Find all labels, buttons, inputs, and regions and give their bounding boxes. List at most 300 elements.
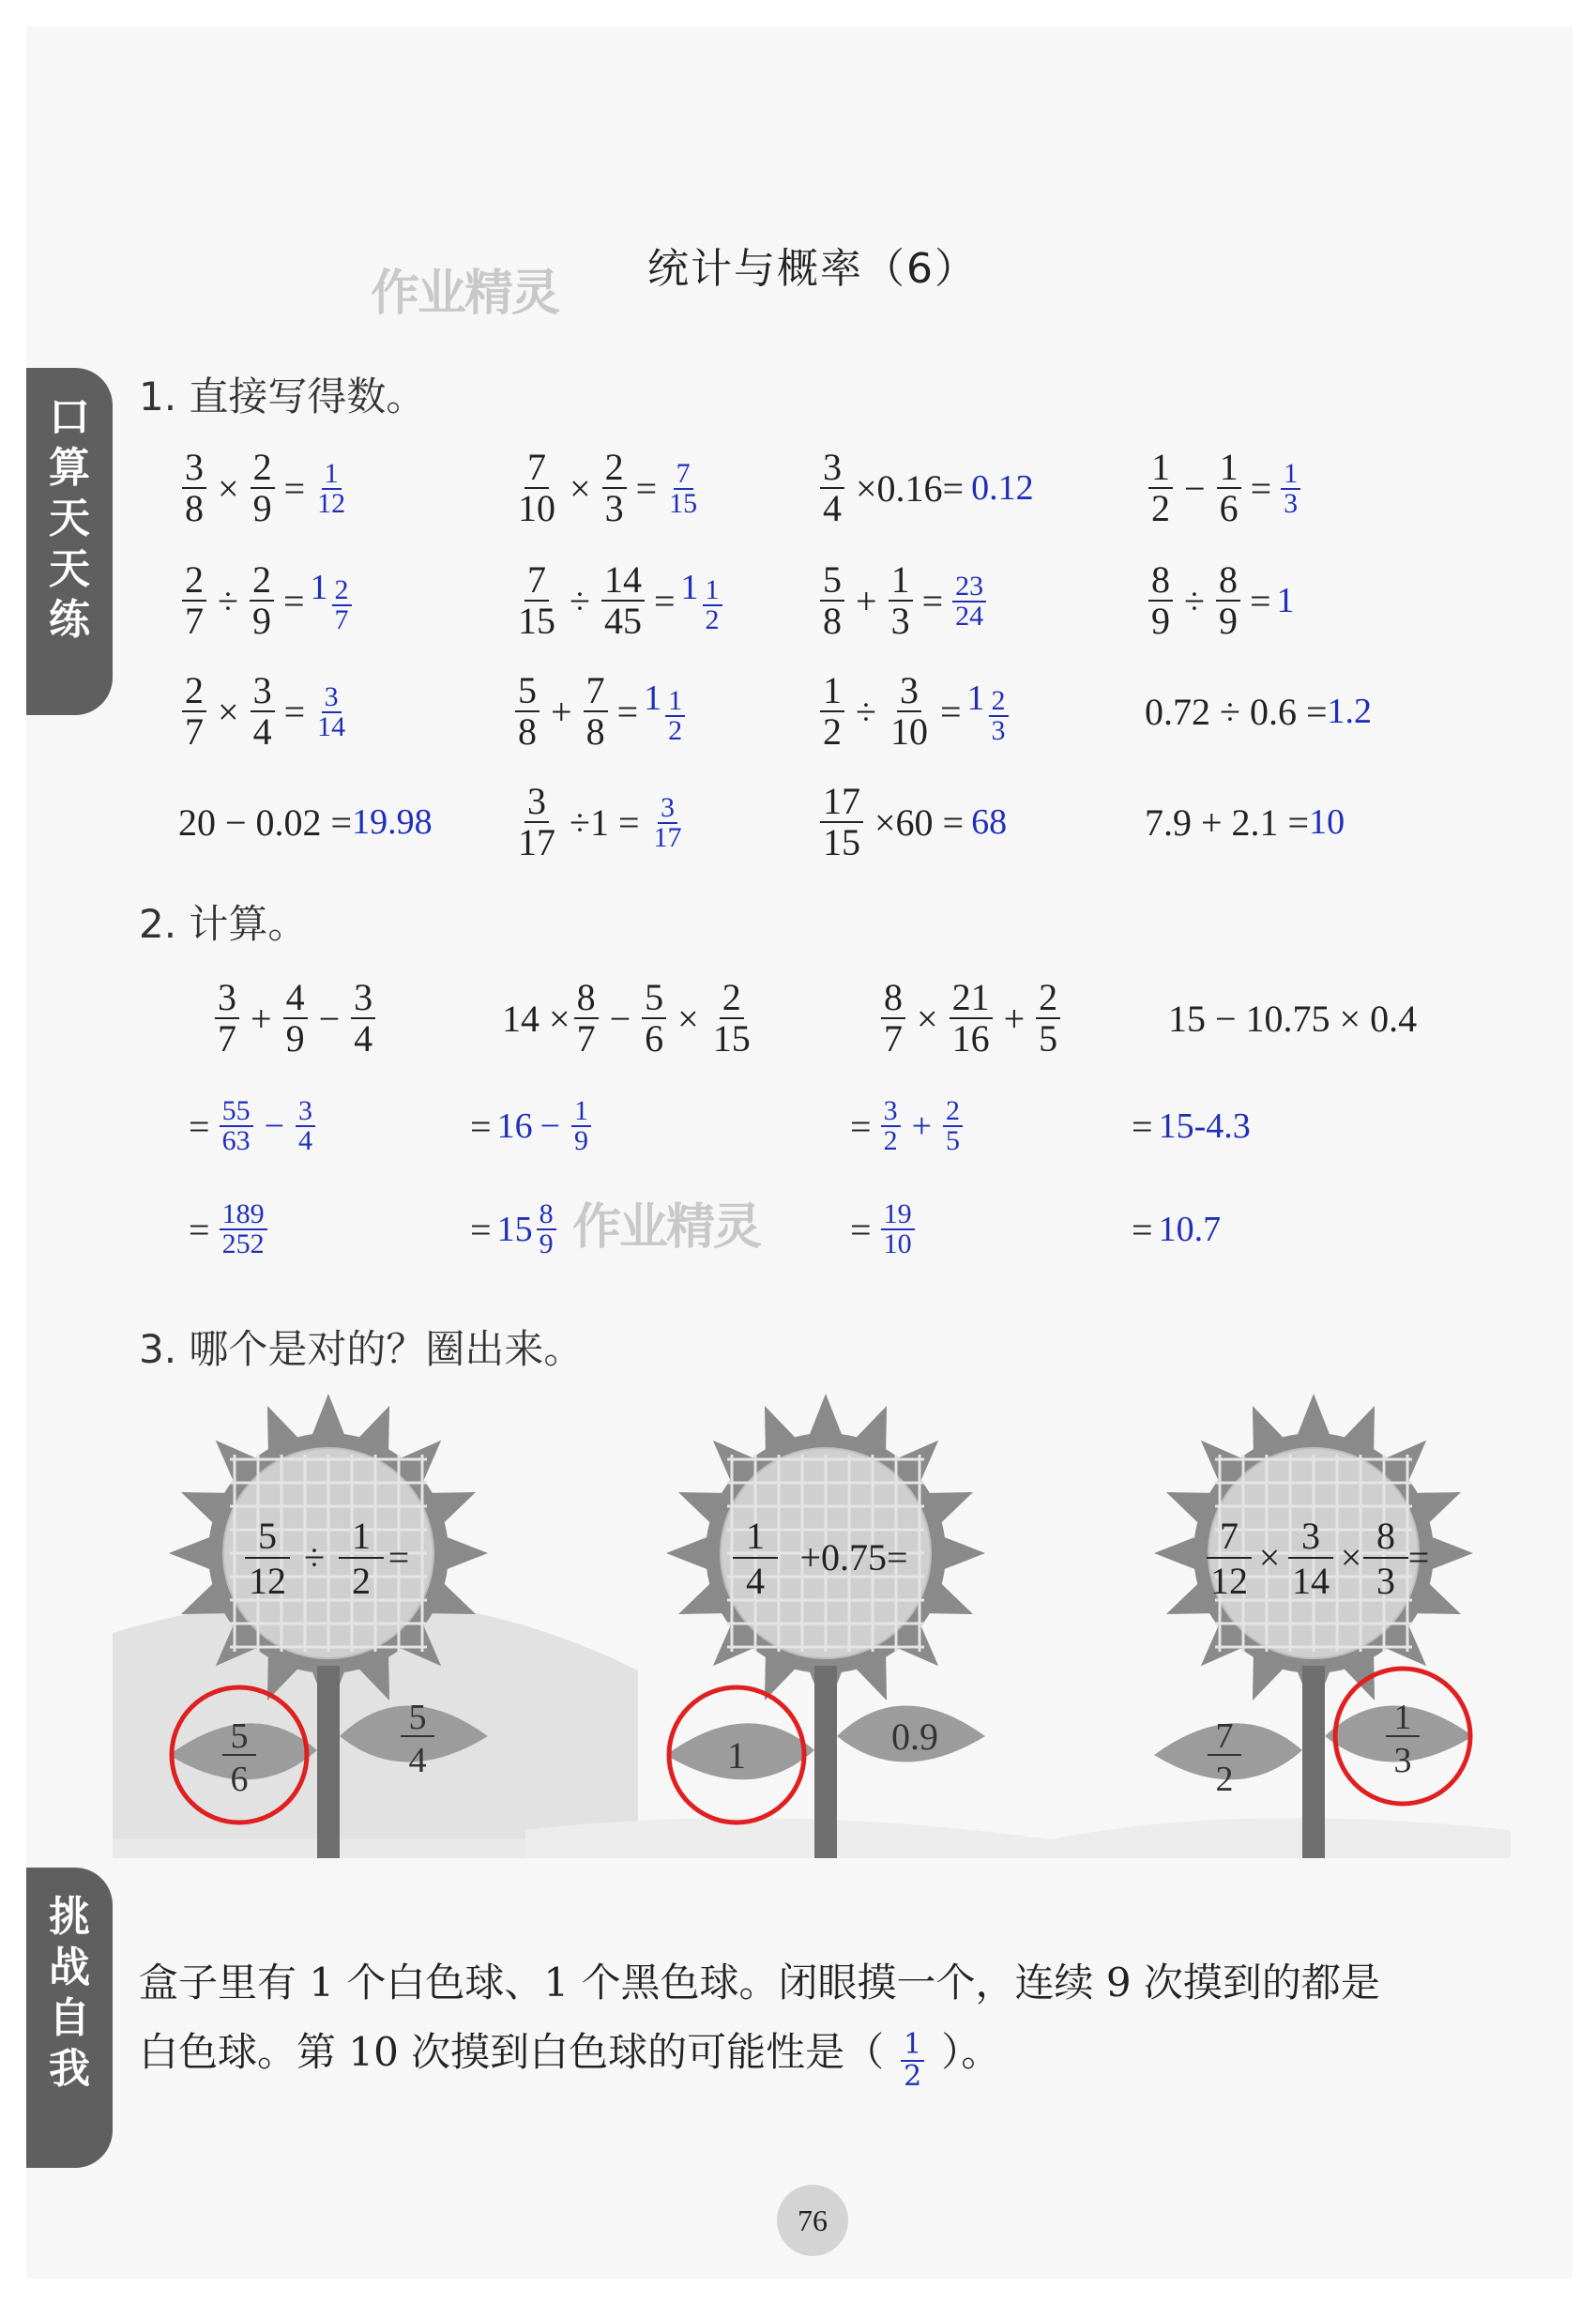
- answer-fraction: [1281, 460, 1300, 518]
- page-number: 76: [777, 2185, 848, 2256]
- denominator: 2: [1151, 487, 1170, 529]
- denominator: 7: [576, 1017, 596, 1060]
- denominator: 14: [317, 711, 346, 742]
- calc-step: [183, 1089, 319, 1164]
- step-answer: [216, 1097, 319, 1155]
- equals: =: [470, 1208, 492, 1251]
- expr3-c-numerator: 8: [1376, 1515, 1395, 1557]
- numerator: 1: [1148, 448, 1173, 489]
- step-answer: [1159, 1106, 1251, 1147]
- oral-item: [178, 441, 352, 535]
- denominator: 12: [317, 488, 346, 519]
- numerator: 8: [574, 978, 599, 1019]
- operator: ×: [218, 690, 239, 733]
- calc-step: [1126, 1192, 1221, 1267]
- section3-heading: 3. 哪个是对的？圈出来。: [139, 1326, 584, 1372]
- fraction: [820, 560, 844, 641]
- numerator: 4: [283, 978, 308, 1019]
- challenge-line2-end: ）。: [941, 2029, 1001, 2075]
- answer-whole: 1: [966, 679, 985, 718]
- leaf-left-label-denominator: 6: [230, 1760, 249, 1799]
- fraction: [515, 560, 558, 641]
- denominator: 3: [1284, 488, 1299, 519]
- step-answer: [877, 1097, 966, 1155]
- denominator: 15: [823, 821, 860, 863]
- numerator: 7: [524, 448, 549, 489]
- numerator: 8: [1216, 560, 1240, 602]
- fraction: [283, 978, 308, 1059]
- oral-item: [511, 441, 704, 535]
- numerator: 1: [889, 560, 913, 602]
- numerator: 2: [602, 448, 627, 489]
- oral-item: [1145, 775, 1345, 869]
- expression: 15 − 10.75 × 0.4: [1168, 997, 1418, 1040]
- expr1-a-denominator: 12: [249, 1560, 286, 1602]
- answer: 0.12: [971, 468, 1034, 508]
- oral-item: [816, 554, 990, 648]
- challenge-line2: [139, 2014, 1499, 2091]
- step-answer: [497, 1097, 595, 1155]
- answer: [311, 681, 352, 741]
- oral-item: [1145, 664, 1372, 758]
- step-fraction: [296, 1097, 315, 1155]
- fraction: [820, 671, 844, 752]
- stem: [1302, 1666, 1325, 1858]
- leaf-left-label-numerator: 7: [1215, 1716, 1234, 1756]
- oral-item: [816, 664, 1012, 758]
- denominator: 2: [883, 1125, 898, 1156]
- numerator: 5: [820, 560, 844, 602]
- operator: ×: [917, 997, 938, 1040]
- fraction: [1148, 448, 1173, 528]
- tab-char: 挑: [49, 1893, 90, 1941]
- equals: =: [850, 1105, 872, 1148]
- operator: ÷: [1184, 579, 1205, 622]
- numerator: 8: [881, 978, 905, 1019]
- numerator: 2: [251, 448, 275, 489]
- tab-char: 算: [49, 444, 90, 492]
- numerator: 19: [881, 1200, 915, 1230]
- numerator: 7: [584, 671, 608, 712]
- numerator: 1: [901, 2030, 924, 2062]
- operator: ÷: [218, 579, 238, 622]
- fraction: [820, 448, 844, 528]
- numerator: 2: [989, 687, 1009, 717]
- numerator: 5: [515, 671, 540, 712]
- answer-fraction: [314, 460, 348, 518]
- tab-char: 天: [49, 495, 90, 542]
- fraction: [889, 560, 913, 641]
- fraction: [1216, 560, 1240, 641]
- operator: ×: [677, 997, 699, 1040]
- denominator: 9: [574, 1125, 588, 1156]
- calc-step: [464, 1192, 560, 1267]
- calc-problem: [877, 971, 1064, 1065]
- step-answer: [1159, 1209, 1222, 1250]
- fraction: [710, 978, 753, 1059]
- step-fraction: [881, 1097, 901, 1155]
- numerator: 8: [537, 1200, 556, 1230]
- answer: 19.98: [352, 802, 433, 842]
- calc-problem: [211, 971, 379, 1065]
- answer: [681, 567, 726, 634]
- challenge-line2-text: 白色球。第 10 次摸到白色球的可能性是（: [139, 2029, 885, 2075]
- numerator: 2: [943, 1097, 963, 1127]
- denominator: 252: [221, 1228, 265, 1259]
- oral-item: [178, 664, 352, 758]
- equals: =: [189, 1208, 210, 1251]
- numerator: 1: [1217, 448, 1241, 489]
- expression: 0.72 ÷ 0.6 =: [1145, 690, 1328, 733]
- denominator: 9: [252, 487, 272, 529]
- numerator: 3: [524, 782, 549, 823]
- fraction: [1217, 448, 1241, 528]
- challenge-problem: [139, 1952, 1499, 2091]
- numerator: 8: [1148, 560, 1173, 602]
- equals: =: [1132, 1208, 1153, 1251]
- fraction: [602, 448, 627, 528]
- denominator: 2: [823, 710, 842, 753]
- expression: 14 ×: [502, 997, 570, 1040]
- operator: −: [1184, 466, 1206, 510]
- operator: ×0.16=: [856, 466, 965, 510]
- step-answer: [877, 1200, 919, 1258]
- answer: 10: [1309, 802, 1345, 842]
- numerator: 3: [658, 794, 677, 824]
- denominator: 24: [955, 601, 984, 632]
- denominator: 45: [603, 600, 642, 642]
- expr3-op1: ×: [1258, 1536, 1281, 1579]
- denominator: 17: [653, 822, 682, 853]
- numerator: 2: [332, 576, 352, 606]
- equals: =: [189, 1105, 210, 1148]
- leaf-left-label: 1: [727, 1734, 746, 1777]
- equals: =: [939, 690, 962, 733]
- fraction: [182, 560, 206, 641]
- numerator: 2: [250, 560, 274, 602]
- watermark: 作业精灵: [371, 266, 559, 322]
- expr3-c-denominator: 3: [1376, 1560, 1395, 1602]
- step-value: 15-4.3: [1158, 1106, 1251, 1146]
- denominator: 10: [889, 710, 928, 753]
- operator: ÷: [856, 690, 876, 733]
- answer: [311, 458, 352, 518]
- equals: =: [635, 466, 658, 510]
- denominator: 7: [185, 710, 204, 753]
- denominator: 6: [645, 1017, 664, 1060]
- tab-char: 练: [49, 596, 90, 644]
- answer-fraction: [666, 460, 700, 518]
- denominator: 15: [669, 488, 698, 519]
- numerator: 1: [703, 576, 722, 606]
- expr3-b-numerator: 3: [1301, 1515, 1320, 1557]
- oral-item: [1145, 441, 1304, 535]
- step-answer: [497, 1200, 560, 1258]
- equals: =: [283, 466, 306, 510]
- denominator: 10: [518, 487, 555, 529]
- denominator: 3: [991, 715, 1006, 746]
- equals: =: [1132, 1105, 1153, 1148]
- denominator: 7: [884, 1017, 903, 1060]
- step-value: 10.7: [1158, 1210, 1222, 1249]
- denominator: 3: [890, 600, 910, 642]
- numerator: 1: [665, 687, 685, 717]
- numerator: 7: [674, 460, 693, 490]
- denominator: 9: [285, 1017, 305, 1060]
- operator: ×: [570, 466, 591, 510]
- fraction: [182, 448, 206, 528]
- equals: =: [282, 579, 305, 622]
- answer: [967, 678, 1012, 745]
- section1-heading: 1. 直接写得数。: [139, 374, 426, 419]
- numerator: 3: [182, 448, 206, 489]
- denominator: 9: [1218, 600, 1238, 642]
- challenge-line1: 盒子里有 1 个白色球、1 个黑色球。闭眼摸一个，连续 9 次摸到的都是: [139, 1960, 1380, 2006]
- oral-item: [511, 554, 726, 648]
- leaf-right-label-denominator: 3: [1393, 1741, 1412, 1780]
- step-fraction: [220, 1200, 267, 1258]
- leaf-right-label-denominator: 4: [408, 1741, 427, 1780]
- numerator: 3: [351, 978, 375, 1019]
- numerator: 23: [952, 572, 986, 602]
- numerator: 2: [1036, 978, 1060, 1019]
- operator: −: [318, 997, 341, 1040]
- step-answer: [216, 1200, 271, 1258]
- oral-item: [816, 775, 1007, 869]
- denominator: 7: [185, 600, 204, 642]
- operator: ×: [218, 466, 239, 510]
- challenge-answer: [897, 2014, 928, 2091]
- expr1-eq: =: [388, 1536, 410, 1579]
- challenge-answer-fraction: [901, 2030, 924, 2091]
- calc-step: [844, 1089, 966, 1164]
- denominator: 15: [518, 600, 555, 642]
- denominator: 7: [334, 604, 349, 635]
- fraction: [601, 560, 645, 641]
- expr1-b-denominator: 2: [352, 1560, 371, 1602]
- numerator: 3: [296, 1097, 315, 1127]
- expr1-a-numerator: 5: [258, 1515, 277, 1557]
- calc-step: [844, 1192, 919, 1267]
- oral-item: [178, 775, 433, 869]
- tab-kousuan: [26, 368, 113, 715]
- step-fraction: [537, 1200, 556, 1258]
- numerator: 3: [881, 1097, 901, 1127]
- numerator: 3: [251, 671, 275, 712]
- answer-fraction: [703, 576, 722, 634]
- numerator: 21: [950, 978, 993, 1019]
- fraction: [351, 978, 375, 1059]
- calc-problem: [502, 971, 757, 1065]
- leaf-left-label-denominator: 2: [1215, 1760, 1234, 1799]
- operator: ÷1 =: [570, 801, 640, 844]
- expr3-eq: =: [1407, 1536, 1430, 1579]
- oral-item: [511, 664, 689, 758]
- answer: 1.2: [1327, 692, 1373, 731]
- answer: [644, 678, 689, 745]
- numerator: 7: [524, 560, 549, 602]
- denominator: 4: [823, 487, 842, 529]
- expr3-op2: ×: [1340, 1536, 1362, 1579]
- denominator: 7: [218, 1017, 236, 1060]
- operator: −: [540, 1106, 560, 1146]
- fraction: [515, 671, 540, 752]
- operator: +: [1003, 997, 1026, 1040]
- fraction: [251, 671, 275, 752]
- equals: =: [653, 579, 676, 622]
- denominator: 10: [883, 1228, 912, 1259]
- fraction: [574, 978, 599, 1059]
- tab-tiaozhan: [26, 1868, 113, 2168]
- answer: [311, 567, 356, 634]
- fraction: [584, 671, 608, 752]
- denominator: 9: [1151, 600, 1170, 642]
- operator: −: [609, 997, 631, 1040]
- denominator: 8: [585, 710, 605, 753]
- section2-heading: 2. 计算。: [139, 901, 308, 947]
- denominator: 2: [705, 604, 720, 635]
- answer-fraction: [665, 687, 685, 745]
- answer-fraction: [952, 572, 986, 631]
- expr1-op: ÷: [304, 1536, 325, 1579]
- expr2-a-denominator: 4: [746, 1560, 765, 1602]
- expression: 20 − 0.02 =: [178, 801, 353, 844]
- calc-step: [183, 1192, 271, 1267]
- denominator: 4: [252, 710, 272, 753]
- answer: [662, 458, 704, 518]
- fraction: [1148, 560, 1173, 641]
- equals: =: [470, 1105, 492, 1148]
- fraction: [888, 671, 931, 752]
- expr1-b-numerator: 1: [352, 1515, 371, 1557]
- denominator: 9: [251, 600, 271, 642]
- numerator: 3: [820, 448, 844, 489]
- fraction: [1036, 978, 1060, 1059]
- equals: =: [1249, 579, 1271, 622]
- expr3-a-denominator: 12: [1210, 1560, 1248, 1602]
- numerator: 189: [220, 1200, 267, 1230]
- answer-fraction: [332, 576, 352, 634]
- page-title: 统计与概率（6）: [647, 245, 978, 293]
- denominator: 5: [1039, 1017, 1058, 1060]
- answer: [647, 792, 689, 852]
- denominator: 8: [185, 487, 204, 529]
- fraction: [215, 978, 239, 1059]
- stem: [814, 1666, 837, 1858]
- operator: +: [551, 690, 572, 733]
- operator: +: [856, 579, 877, 622]
- ground-hill: [525, 1818, 1511, 1858]
- operator: +: [911, 1106, 932, 1146]
- fraction: [515, 782, 558, 862]
- numerator: 2: [720, 978, 744, 1019]
- step-value: 15: [496, 1210, 533, 1249]
- answer-fraction: [989, 687, 1009, 745]
- oral-item: [178, 554, 356, 648]
- oral-item: [1145, 554, 1295, 648]
- denominator: 6: [1219, 487, 1239, 529]
- denominator: 8: [518, 710, 537, 753]
- equals: =: [1250, 466, 1272, 510]
- fraction: [820, 782, 863, 862]
- step-fraction: [943, 1097, 963, 1155]
- numerator: 1: [1281, 460, 1300, 490]
- denominator: 15: [712, 1017, 751, 1060]
- denominator: 4: [298, 1125, 312, 1156]
- equals: =: [283, 690, 306, 733]
- answer: 68: [971, 802, 1008, 842]
- equals: =: [616, 690, 639, 733]
- denominator: 2: [904, 2059, 922, 2093]
- numerator: 1: [322, 460, 342, 490]
- stem: [317, 1666, 340, 1858]
- equals: =: [921, 579, 944, 622]
- step-fraction: [220, 1097, 253, 1155]
- leaf-right-label-numerator: 5: [408, 1698, 427, 1737]
- numerator: 1: [820, 671, 844, 712]
- numerator: 3: [897, 671, 921, 712]
- step-value: 16: [496, 1106, 533, 1146]
- fraction: [251, 448, 275, 528]
- leaf-right-label-numerator: 1: [1393, 1698, 1412, 1737]
- answer-fraction: [651, 794, 685, 852]
- tab-char: 我: [49, 2045, 90, 2093]
- step-fraction: [881, 1200, 915, 1258]
- answer: 1: [1276, 581, 1295, 620]
- calc-step: [464, 1089, 595, 1164]
- answer-whole: 1: [310, 568, 328, 607]
- oral-item: [816, 441, 1034, 535]
- operator: +: [251, 997, 272, 1040]
- denominator: 2: [668, 715, 683, 746]
- expr2-a-numerator: 1: [746, 1515, 765, 1557]
- answer: [949, 571, 990, 631]
- fraction: [515, 448, 558, 528]
- operator: −: [264, 1106, 284, 1146]
- answer-fraction: [314, 683, 348, 741]
- numerator: 17: [820, 782, 863, 823]
- answer-whole: 1: [680, 568, 699, 607]
- denominator: 17: [518, 821, 555, 863]
- expr2-rest: +0.75=: [799, 1536, 908, 1579]
- expr3-b-denominator: 14: [1292, 1560, 1330, 1602]
- tab-char: 天: [49, 545, 90, 593]
- denominator: 3: [604, 487, 624, 529]
- answer-whole: 1: [644, 679, 662, 718]
- denominator: 5: [946, 1125, 960, 1156]
- expression: 7.9 + 2.1 =: [1145, 801, 1310, 844]
- fraction: [642, 978, 666, 1059]
- leaf-right-label: 0.9: [891, 1716, 938, 1758]
- numerator: 2: [182, 671, 206, 712]
- tab-char: 口: [49, 393, 90, 441]
- denominator: 4: [354, 1017, 373, 1060]
- fraction: [182, 671, 206, 752]
- equals: =: [850, 1208, 872, 1251]
- numerator: 55: [220, 1097, 253, 1127]
- numerator: 3: [215, 978, 239, 1019]
- denominator: 8: [823, 600, 842, 642]
- fraction: [881, 978, 905, 1059]
- oral-item: [511, 775, 689, 869]
- expr3-a-numerator: 7: [1220, 1515, 1239, 1557]
- calc-problem: [1168, 971, 1417, 1065]
- denominator: 16: [951, 1017, 990, 1060]
- numerator: 1: [571, 1097, 591, 1127]
- numerator: 2: [182, 560, 206, 602]
- operator: ÷: [570, 579, 590, 622]
- watermark: 作业精灵: [572, 1199, 761, 1256]
